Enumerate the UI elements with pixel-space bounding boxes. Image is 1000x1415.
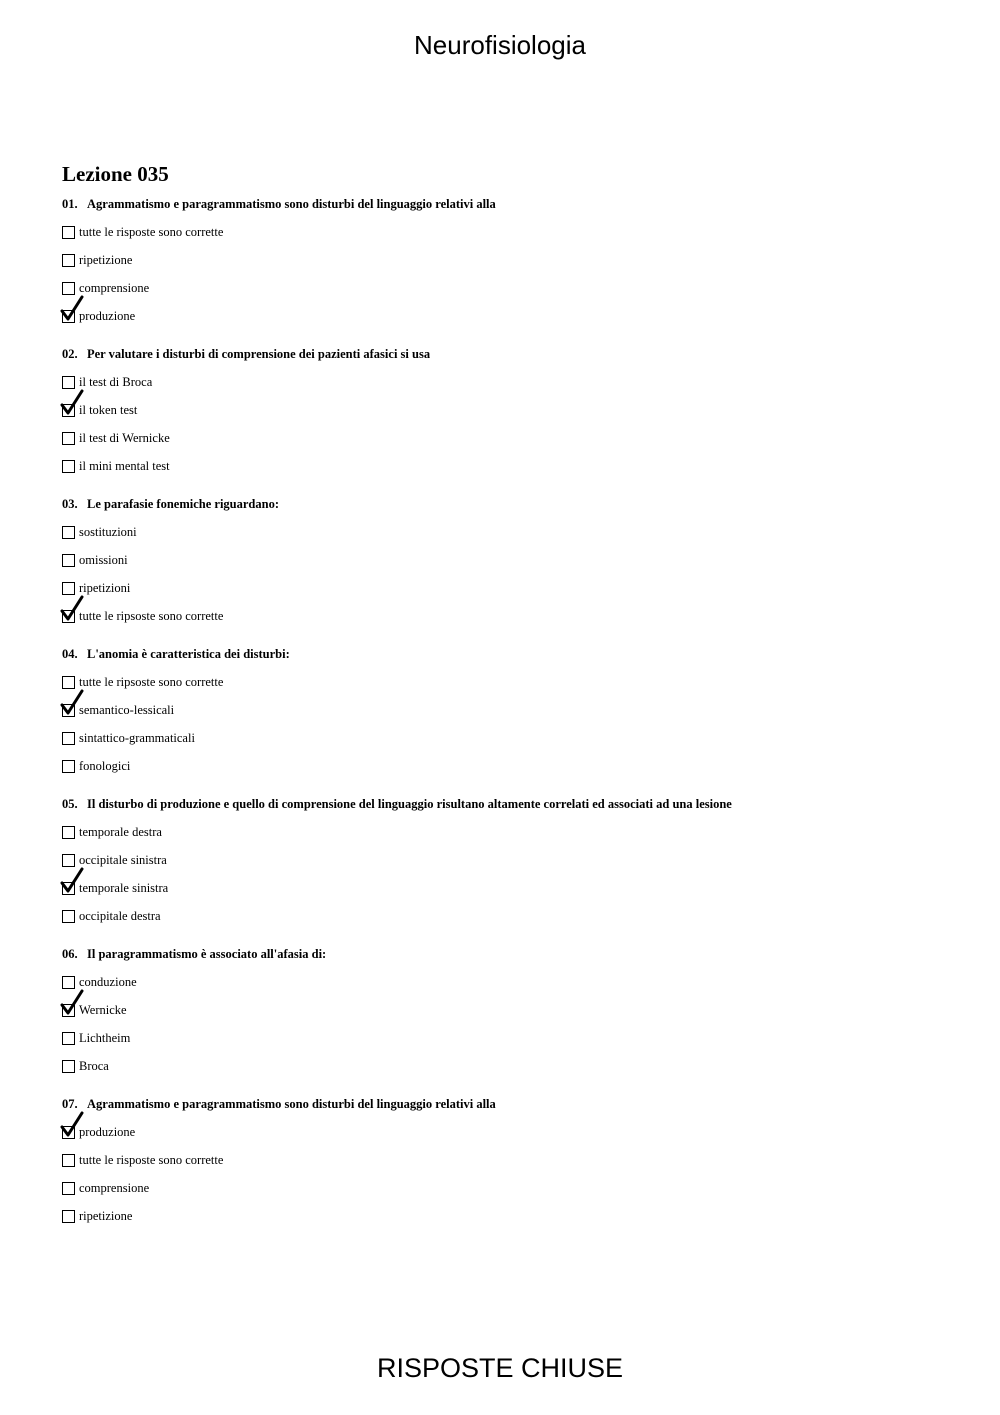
answer-option[interactable]	[62, 752, 962, 780]
answer-option[interactable]	[62, 396, 962, 424]
option-list	[62, 968, 962, 1080]
checkbox-icon[interactable]	[62, 882, 75, 895]
checkbox-icon[interactable]	[62, 732, 75, 745]
answer-option[interactable]	[62, 1024, 962, 1052]
answer-option[interactable]	[62, 1146, 962, 1174]
option-label: produzione	[79, 309, 136, 323]
question-body: Agrammatismo e paragrammatismo sono disturbi del linguaggio relativi alla	[87, 197, 496, 211]
question-number: 05.	[62, 797, 78, 811]
answer-option[interactable]	[62, 246, 962, 274]
option-label: Broca	[79, 1059, 109, 1073]
question-text	[62, 345, 962, 363]
question-number: 01.	[62, 197, 78, 211]
answer-option[interactable]	[62, 518, 962, 546]
answer-option[interactable]	[62, 368, 962, 396]
answer-option[interactable]	[62, 1202, 962, 1230]
question-text	[62, 495, 962, 513]
option-list	[62, 518, 962, 630]
answer-option[interactable]	[62, 874, 962, 902]
checkbox-icon[interactable]	[62, 226, 75, 239]
option-label: temporale sinistra	[79, 881, 169, 895]
option-label: il mini mental test	[79, 459, 170, 473]
answer-option[interactable]	[62, 302, 962, 330]
question-body: Le parafasie fonemiche riguardano:	[87, 497, 279, 511]
question-5	[62, 795, 962, 930]
answer-option[interactable]	[62, 818, 962, 846]
checkmark-icon	[60, 688, 84, 718]
checkbox-icon[interactable]	[62, 404, 75, 417]
answer-option[interactable]	[62, 424, 962, 452]
checkbox-icon[interactable]	[62, 1032, 75, 1045]
checkbox-icon[interactable]	[62, 1126, 75, 1139]
option-label: tutte le risposte sono corrette	[79, 225, 224, 239]
answer-option[interactable]	[62, 968, 962, 996]
lesson-title: Lezione 035	[62, 162, 169, 186]
question-6	[62, 945, 962, 1080]
checkbox-icon[interactable]	[62, 1182, 75, 1195]
answer-option[interactable]	[62, 846, 962, 874]
option-label: omissioni	[79, 553, 128, 567]
option-label: temporale destra	[79, 825, 162, 839]
checkmark-icon	[60, 594, 84, 624]
option-label: semantico-lessicali	[79, 703, 175, 717]
answer-option[interactable]	[62, 218, 962, 246]
question-number: 03.	[62, 497, 78, 511]
option-label: occipitale destra	[79, 909, 161, 923]
answer-option[interactable]	[62, 996, 962, 1024]
question-text	[62, 1095, 962, 1113]
option-label: ripetizioni	[79, 581, 131, 595]
question-body: Agrammatismo e paragrammatismo sono disturbi del linguaggio relativi alla	[87, 1097, 496, 1111]
question-text	[62, 945, 962, 963]
option-label: Wernicke	[79, 1003, 127, 1017]
option-label: tutte le ripsoste sono corrette	[79, 675, 224, 689]
answer-option[interactable]	[62, 902, 962, 930]
question-1	[62, 195, 962, 330]
question-number: 02.	[62, 347, 78, 361]
option-label: sostituzioni	[79, 525, 137, 539]
option-label: tutte le risposte sono corrette	[79, 1153, 224, 1167]
answer-option[interactable]	[62, 452, 962, 480]
question-list	[62, 195, 962, 1230]
option-label: produzione	[79, 1125, 136, 1139]
checkbox-icon[interactable]	[62, 526, 75, 539]
answer-option[interactable]	[62, 574, 962, 602]
answer-option[interactable]	[62, 1174, 962, 1202]
question-text	[62, 195, 962, 213]
question-number: 07.	[62, 1097, 78, 1111]
checkmark-icon	[60, 988, 84, 1018]
checkbox-icon[interactable]	[62, 610, 75, 623]
page-title: Neurofisiologia	[414, 30, 586, 60]
option-list	[62, 668, 962, 780]
checkmark-icon	[60, 866, 84, 896]
question-number: 06.	[62, 947, 78, 961]
question-3	[62, 495, 962, 630]
checkmark-icon	[60, 294, 84, 324]
option-label: il test di Broca	[79, 375, 153, 389]
checkbox-icon[interactable]	[62, 432, 75, 445]
question-2	[62, 345, 962, 480]
option-list	[62, 1118, 962, 1230]
answer-option[interactable]	[62, 602, 962, 630]
checkbox-icon[interactable]	[62, 1004, 75, 1017]
question-text	[62, 645, 962, 663]
question-4	[62, 645, 962, 780]
checkbox-icon[interactable]	[62, 460, 75, 473]
answer-option[interactable]	[62, 696, 962, 724]
answer-option[interactable]	[62, 1118, 962, 1146]
option-label: ripetizione	[79, 253, 133, 267]
checkbox-icon[interactable]	[62, 704, 75, 717]
option-list	[62, 818, 962, 930]
checkbox-icon[interactable]	[62, 1060, 75, 1073]
question-number: 04.	[62, 647, 78, 661]
question-body: L'anomia è caratteristica dei disturbi:	[87, 647, 290, 661]
checkbox-icon[interactable]	[62, 760, 75, 773]
question-body: Il disturbo di produzione e quello di comprensione del linguaggio risultano altamente correlati ed associati ad una lesione	[87, 797, 732, 811]
answer-option[interactable]	[62, 724, 962, 752]
answer-option[interactable]	[62, 546, 962, 574]
quiz-content	[62, 160, 962, 1245]
option-label: sintattico-grammaticali	[79, 731, 195, 745]
question-body: Per valutare i disturbi di comprensione dei pazienti afasici si usa	[87, 347, 431, 361]
checkbox-icon[interactable]	[62, 1154, 75, 1167]
option-label: tutte le ripsoste sono corrette	[79, 609, 224, 623]
answer-option[interactable]	[62, 274, 962, 302]
checkbox-icon[interactable]	[62, 554, 75, 567]
checkbox-icon[interactable]	[62, 310, 75, 323]
option-label: il token test	[79, 403, 138, 417]
checkbox-icon[interactable]	[62, 254, 75, 267]
answer-option[interactable]	[62, 668, 962, 696]
question-7	[62, 1095, 962, 1230]
option-label: fonologici	[79, 759, 131, 773]
option-label: Lichtheim	[79, 1031, 131, 1045]
option-label: comprensione	[79, 281, 150, 295]
option-list	[62, 218, 962, 330]
checkbox-icon[interactable]	[62, 910, 75, 923]
option-list	[62, 368, 962, 480]
option-label: ripetizione	[79, 1209, 133, 1223]
checkbox-icon[interactable]	[62, 1210, 75, 1223]
checkmark-icon	[60, 1110, 84, 1140]
option-label: conduzione	[79, 975, 137, 989]
answer-option[interactable]	[62, 1052, 962, 1080]
question-text	[62, 795, 962, 813]
page-footer: RISPOSTE CHIUSE	[376, 1353, 624, 1383]
checkbox-icon[interactable]	[62, 826, 75, 839]
option-label: occipitale sinistra	[79, 853, 167, 867]
option-label: il test di Wernicke	[79, 431, 170, 445]
option-label: comprensione	[79, 1181, 150, 1195]
checkmark-icon	[60, 388, 84, 418]
question-body: Il paragrammatismo è associato all'afasia di:	[87, 947, 327, 961]
